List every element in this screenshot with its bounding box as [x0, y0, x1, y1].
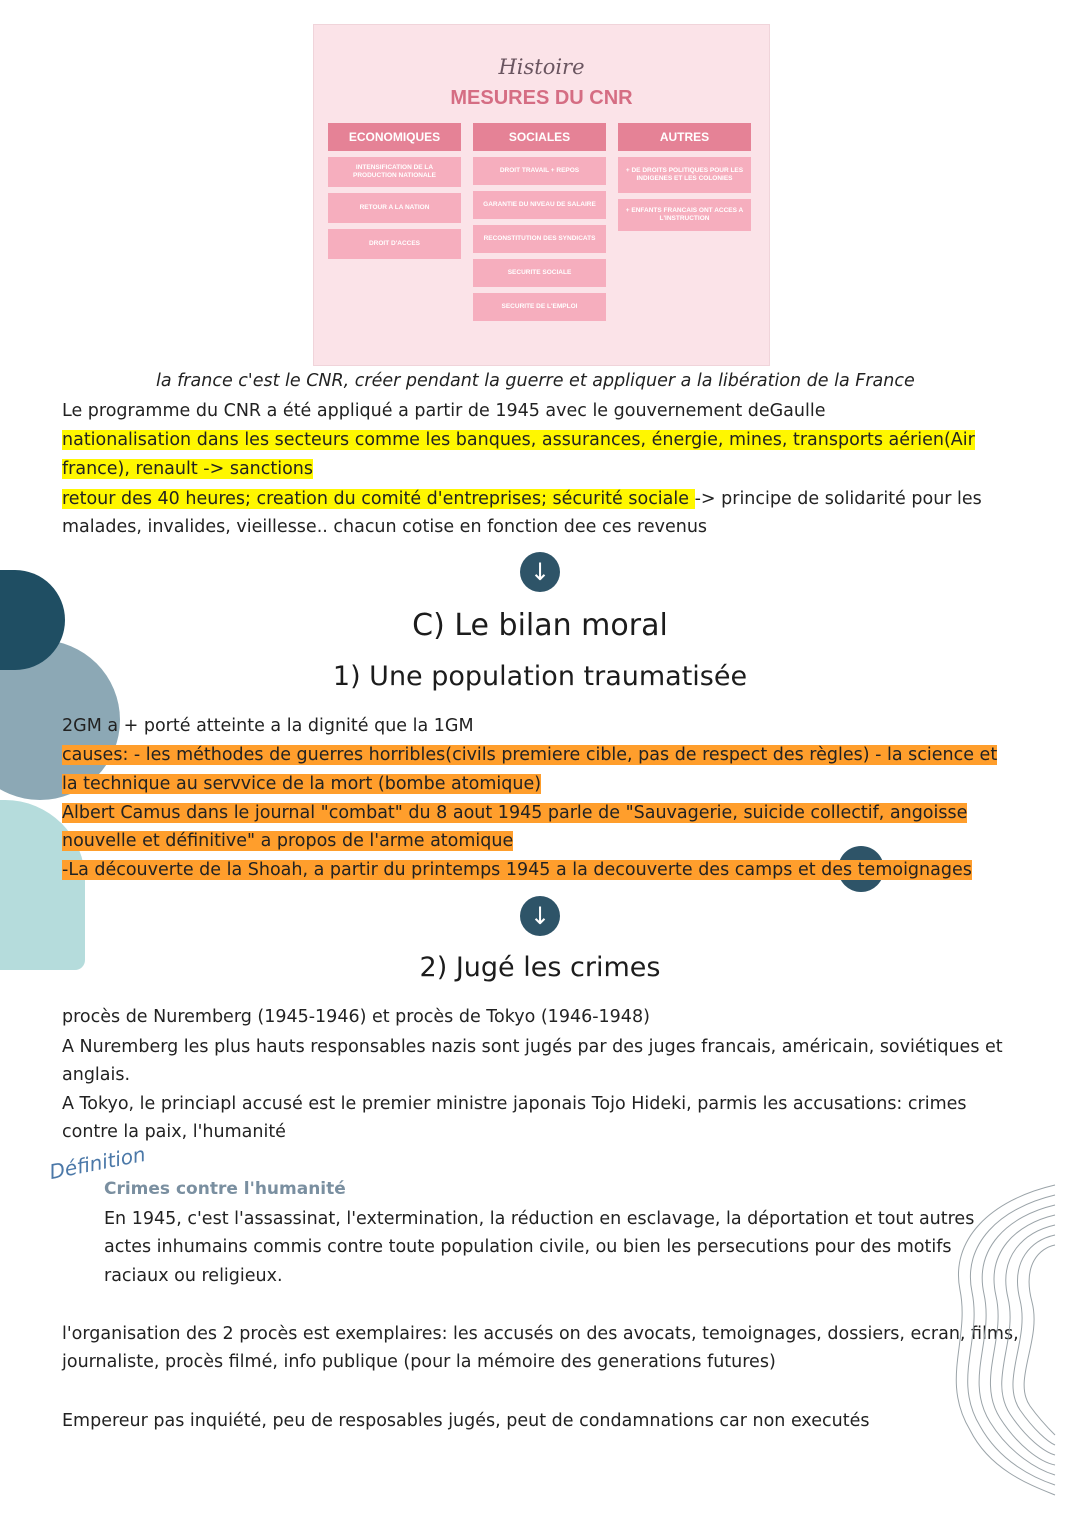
column-head: AUTRES	[618, 123, 751, 151]
text-span: -> principe de solidarité pour les	[694, 489, 982, 509]
highlight-text: nationalisation dans les secteurs comme les banques, assurances, énergie, mines, transports aérien(Air	[62, 430, 975, 450]
definition-title: Crimes contre l'humanité	[104, 1179, 346, 1199]
column-sociales	[473, 123, 606, 327]
highlight-text: causes: - les méthodes de guerres horribles(civils premiere cible, pas de respect des règles) - la science et	[62, 745, 998, 765]
cell: SECURITE SOCIALE	[473, 259, 606, 287]
cell: + ENFANTS FRANCAIS ONT ACCES A L'INSTRUCTION	[618, 199, 751, 231]
cell: + DE DROITS POLITIQUES POUR LES INDIGENES ET LES COLONIES	[618, 157, 751, 193]
text-line: Empereur pas inquiété, peu de resposables jugés, peut de condamnations car non executés	[62, 1411, 870, 1431]
text-line: 2GM a + porté atteinte a la dignité que la 1GM	[62, 716, 474, 736]
section-heading: C) Le bilan moral	[412, 608, 668, 643]
text-line: A Tokyo, le princiapl accusé est le premier ministre japonais Tojo Hideki, parmis les accusations: crimes	[62, 1094, 967, 1114]
column-head: SOCIALES	[473, 123, 606, 151]
text-line: la france c'est le CNR, créer pendant la guerre et appliquer a la libération de la France	[156, 371, 915, 391]
subsection-heading: 1) Une population traumatisée	[332, 661, 748, 692]
text-line: procès de Nuremberg (1945-1946) et procès de Tokyo (1946-1948)	[62, 1007, 650, 1027]
definition-line: actes inhumains commis contre toute population civile, ou bien les persecutions pour des motifs	[104, 1237, 952, 1257]
text-line: A Nuremberg les plus hauts responsables nazis sont jugés par des juges francais, américain, soviétiques et	[62, 1037, 1003, 1057]
decor-waves	[930, 1180, 1060, 1500]
cell: RECONSTITUTION DES SYNDICATS	[473, 225, 606, 253]
arrow-down-icon: ↓	[520, 552, 560, 592]
cell: RETOUR A LA NATION	[328, 193, 461, 223]
text-line: anglais.	[62, 1065, 131, 1085]
image-title: MESURES DU CNR	[450, 87, 633, 109]
text-line: Le programme du CNR a été appliqué a partir de 1945 avec le gouvernement deGaulle	[62, 401, 826, 421]
column-autres	[618, 123, 751, 237]
cnr-measures-image	[313, 24, 770, 366]
text-line: l'organisation des 2 procès est exemplaires: les accusés on des avocats, temoignages, dossiers, ecran, films,	[62, 1324, 1019, 1344]
highlight-text: la technique au servvice de la mort (bombe atomique)	[62, 774, 542, 794]
highlight-text: nouvelle et définitive" a propos de l'arme atomique	[62, 831, 514, 851]
column-head: ECONOMIQUES	[328, 123, 461, 151]
image-subtitle: Histoire	[498, 55, 585, 79]
cell: DROIT TRAVAIL + REPOS	[473, 157, 606, 185]
text-line: malades, invalides, vieillesse.. chacun cotise en fonction dee ces revenus	[62, 517, 708, 537]
highlight-text: france), renault -> sanctions	[62, 459, 314, 479]
cell: DROIT D'ACCES	[328, 229, 461, 259]
text-line: journaliste, procès filmé, info publique (pour la mémoire des generations futures)	[62, 1352, 776, 1372]
column-economiques	[328, 123, 461, 265]
arrow-down-icon: ↓	[520, 896, 560, 936]
cell: INTENSIFICATION DE LA PRODUCTION NATIONALE	[328, 157, 461, 187]
highlight-text: Albert Camus dans le journal "combat" du 8 aout 1945 parle de "Sauvagerie, suicide collectif, angoisse	[62, 803, 968, 823]
subsection-heading: 2) Jugé les crimes	[419, 952, 661, 983]
cell: GARANTIE DU NIVEAU DE SALAIRE	[473, 191, 606, 219]
cell: SECURITE DE L'EMPLOI	[473, 293, 606, 321]
definition-line: En 1945, c'est l'assassinat, l'extermination, la réduction en esclavage, la déportation et tout autres	[104, 1209, 975, 1229]
highlight-text: -La découverte de la Shoah, a partir du printemps 1945 a la decouverte des camps et des temoignages	[62, 860, 972, 880]
definition-tag: Définition	[47, 1141, 148, 1184]
highlight-text: retour des 40 heures; creation du comité d'entreprises; sécurité sociale	[62, 489, 695, 509]
text-line: contre la paix, l'humanité	[62, 1122, 286, 1142]
definition-line: raciaux ou religieux.	[104, 1266, 283, 1286]
